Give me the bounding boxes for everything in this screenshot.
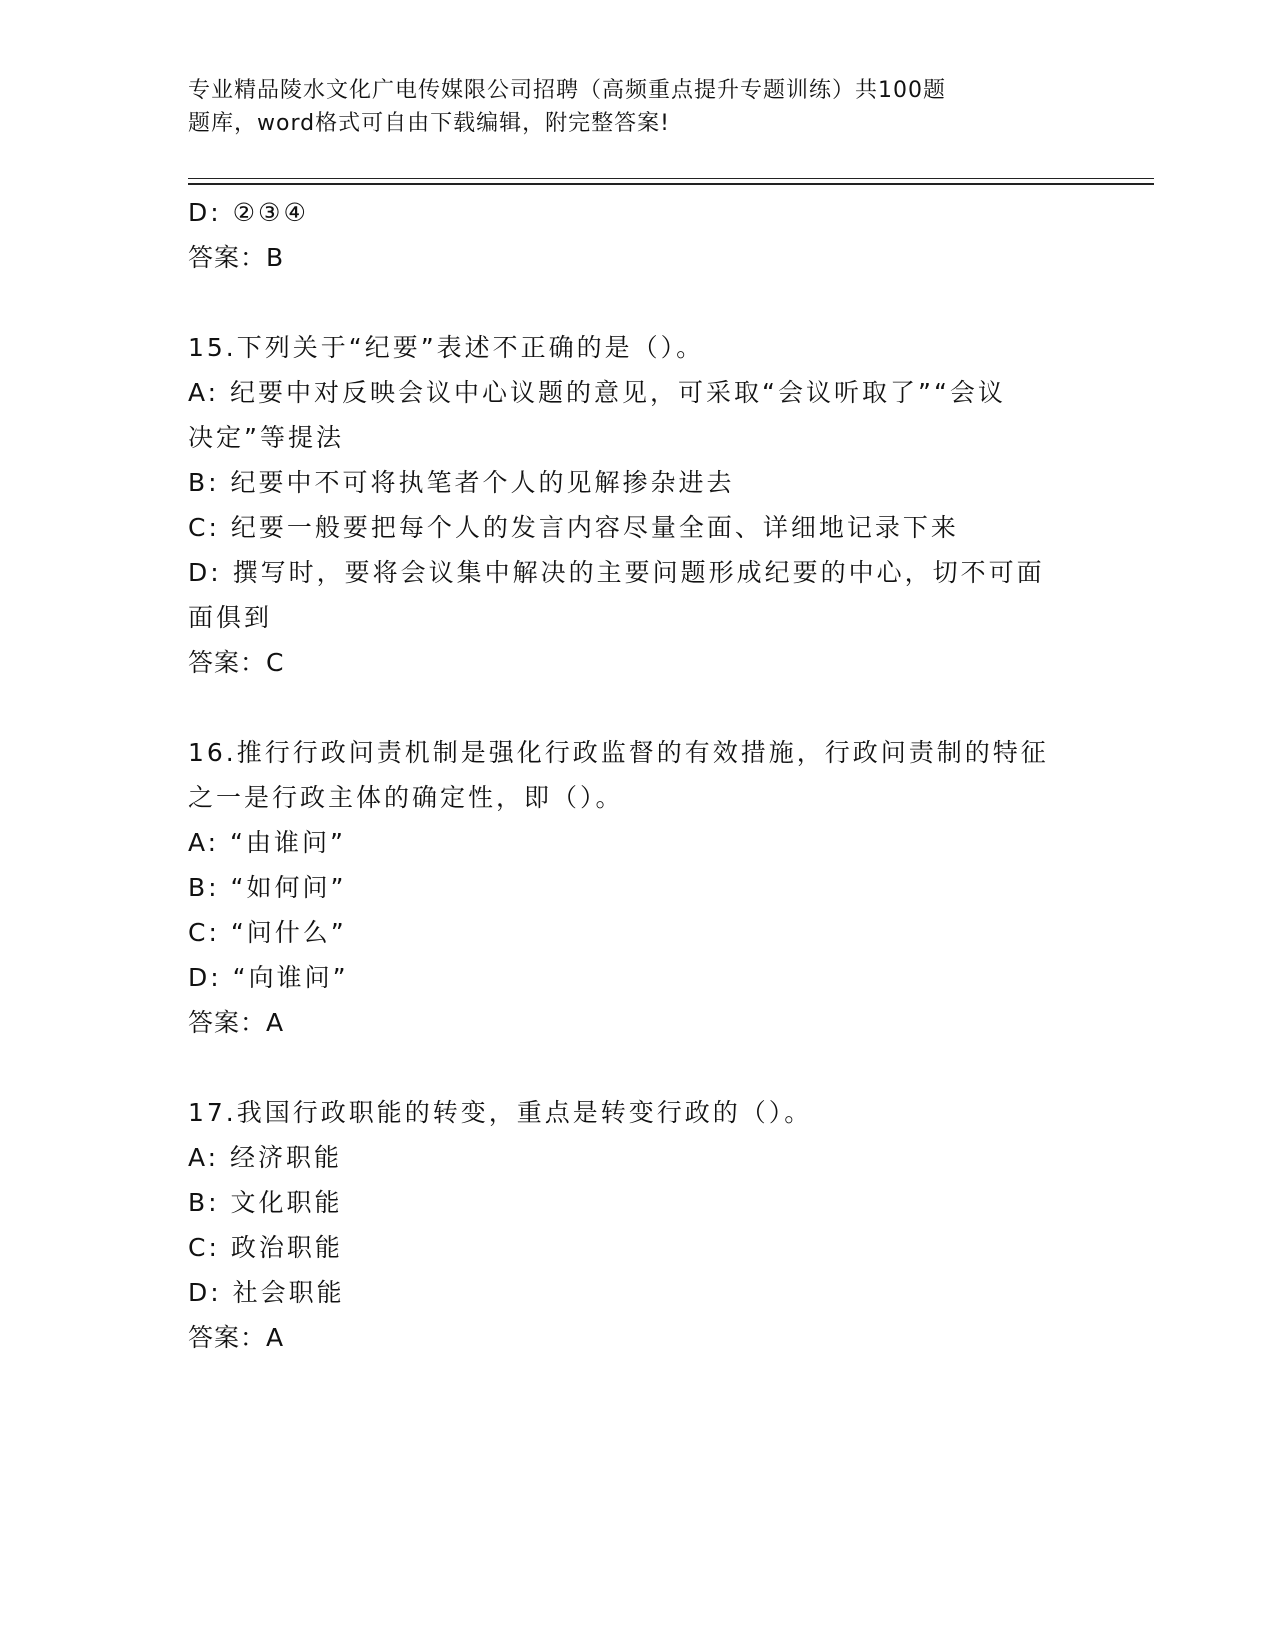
header-divider-thin xyxy=(188,178,1154,179)
question-content xyxy=(188,190,1088,1360)
page-header xyxy=(188,74,1048,140)
q15-option-a-line1: A: 纪要中对反映会议中心议题的意见，可采取“会议听取了”“会议 xyxy=(188,378,1006,407)
header-divider-thick xyxy=(188,183,1154,185)
q15-answer: 答案：C xyxy=(188,648,285,677)
q16-answer: 答案：A xyxy=(188,1008,285,1037)
prev-answer: 答案：B xyxy=(188,243,285,272)
q15-option-a-line2: 决定”等提法 xyxy=(188,423,344,452)
header-line-1: 专业精品陵水文化广电传媒限公司招聘（高频重点提升专题训练）共100题 xyxy=(188,78,946,103)
q17-option-c: C: 政治职能 xyxy=(188,1233,343,1262)
q15-option-c: C: 纪要一般要把每个人的发言内容尽量全面、详细地记录下来 xyxy=(188,513,959,542)
q17-option-a: A: 经济职能 xyxy=(188,1143,343,1172)
spacer xyxy=(188,280,1088,325)
spacer xyxy=(188,1045,1088,1090)
spacer xyxy=(188,685,1088,730)
q16-stem-line1: 16.推行行政问责机制是强化行政监督的有效措施，行政问责制的特征 xyxy=(188,738,1049,767)
q16-option-c: C: “问什么” xyxy=(188,918,347,947)
q16-option-a: A: “由谁问” xyxy=(188,828,346,857)
q15-stem: 15.下列关于“纪要”表述不正确的是（）。 xyxy=(188,333,705,362)
prev-option-d: D: ②③④ xyxy=(188,198,309,227)
q17-stem: 17.我国行政职能的转变，重点是转变行政的（）。 xyxy=(188,1098,813,1127)
q15-option-d-line1: D: 撰写时，要将会议集中解决的主要问题形成纪要的中心，切不可面 xyxy=(188,558,1045,587)
q17-option-b: B: 文化职能 xyxy=(188,1188,343,1217)
q17-option-d: D: 社会职能 xyxy=(188,1278,345,1307)
q16-option-b: B: “如何问” xyxy=(188,873,347,902)
header-line-2: 题库，word格式可自由下载编辑，附完整答案! xyxy=(188,111,670,136)
q16-stem-line2: 之一是行政主体的确定性，即（）。 xyxy=(188,783,624,812)
q15-option-b: B: 纪要中不可将执笔者个人的见解掺杂进去 xyxy=(188,468,735,497)
q17-answer: 答案：A xyxy=(188,1323,285,1352)
q15-option-d-line2: 面俱到 xyxy=(188,603,273,632)
q16-option-d: D: “向谁问” xyxy=(188,963,349,992)
